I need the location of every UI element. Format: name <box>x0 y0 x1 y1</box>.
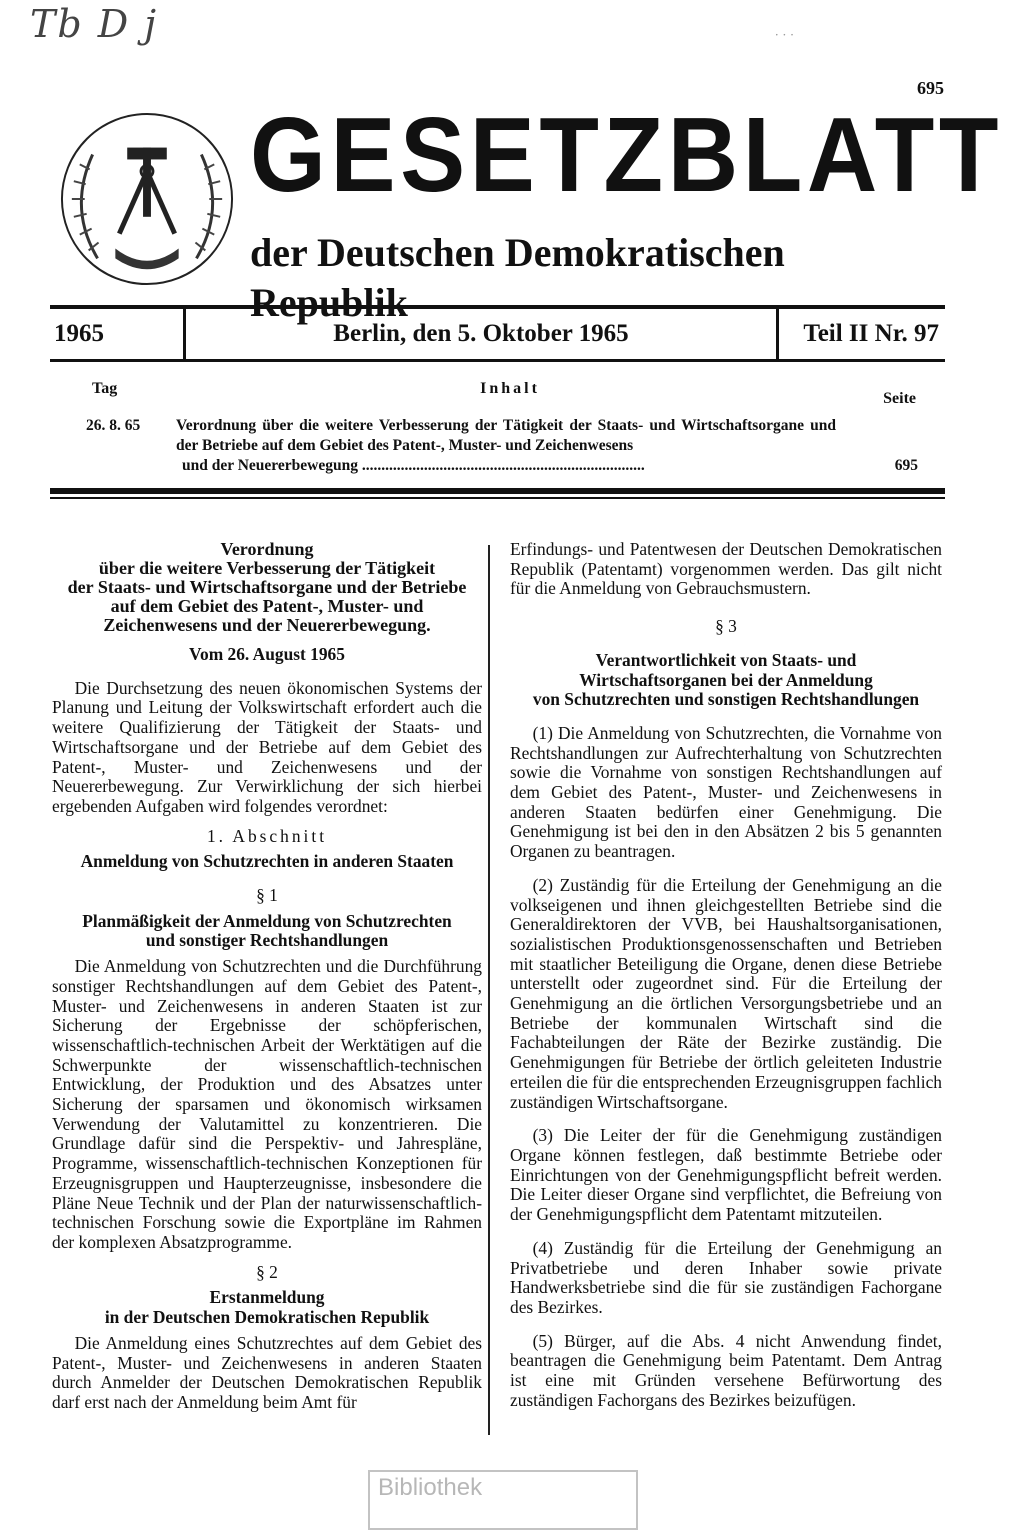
state-emblem-icon <box>58 110 236 288</box>
masthead-title: GESETZBLATT <box>250 96 1004 214</box>
subsection-2: (2) Zuständig für die Erteilung der Genehmigung an die volkseigenen und ihnen gleichgestellten Betriebe sind die Generaldirektoren der VVB, bei Haushaltsorganisationen, sozialistischen Produktionsgenossenschaften und Betrieben mit staatlicher Beteiligung die Organe, denen diese Betriebe unterstellt oder zugeordnet sind. Für die Erteilung der Genehmigung an die örtlichen Versorgungsbetriebe und an Betriebe der kommunalen Wirtschaft sind die Fachabteilungen der Räte der Bezirke zuständig. Die Genehmigungen für Betriebe der örtlich geleiteten Industrie erteilen die für die entsprechenden Erzeugnisgruppen fachlich zuständigen Wirtschaftsorgane. <box>510 874 942 1112</box>
issue-year: 1965 <box>54 320 104 347</box>
masthead-subtitle: der Deutschen Demokratischen Republik <box>250 230 785 325</box>
paragraph-1-text: Die Anmeldung von Schutzrechten und die Durchführung sonstiger Rechtshandlungen auf dem Gebiet des Patent-, Muster- und Zeichenwesens in anderen Staaten ist zur Sicherung der Ergebnisse der schöpferischen, wissenschaftlich-technischen Arbeit der Werktätigen auf die Schwerpunkte der wissenschaftlich-technischen Entwicklung, der Produktion und des Absatzes unter Sicherung der sparsamen und ökonomisch wirksamen Verwendung der Valutamittel zu konzentrieren. Die Grundlage dafür sind die Perspektiv- und Jahrespläne, Programme, wissenschaftlich-technischen Konzeptionen für Erzeugnisgruppen und Haupterzeugnisse, insbesondere die Pläne Neue Technik und der Plan der naturwissenschaftlich-technischen Forschung sowie die Exportpläne im Rahmen der komplexen Absatzprogramme. <box>52 956 482 1252</box>
paragraph-2-text: Die Anmeldung eines Schutzrechtes auf dem Gebiet des Patent-, Muster- und Zeichenwesens in anderen Staaten durch Anmelder der Deutschen Demokratischen Republik darf erst nach der Anmeldung beim Amt für <box>52 1332 482 1412</box>
section-label: 1. Abschnitt <box>206 825 328 846</box>
decree-title: Verordnung über die weitere Verbesserung der Tätigkeit der Staats- und Wirtschaftsorgane und der Betriebe auf dem Gebiet des Patent-, Muster- und Zeichenwesens und der Neuererbewegung. <box>67 539 467 635</box>
toc-header <box>80 380 940 406</box>
paragraph-2-number: § 2 <box>256 1261 278 1282</box>
right-column <box>510 540 942 1410</box>
toc-page-label: Seite <box>883 390 916 407</box>
issue-number: Teil II Nr. 97 <box>803 320 939 347</box>
toc-entry-title-last: und der Neuererbewegung ......................................................................... <box>182 457 645 474</box>
toc-entry <box>80 416 940 476</box>
paragraph-1-title: Planmäßigkeit der Anmeldung von Schutzrechten und sonstiger Rechtshandlungen <box>82 910 452 951</box>
section-title: Anmeldung von Schutzrechten in anderen Staaten <box>80 851 454 872</box>
toc-day-label: Tag <box>92 380 118 397</box>
paragraph-3-title: Verantwortlichkeit von Staats- und Wirtschaftsorganen bei der Anmeldung von Schutzrechten und sonstigen Rechtshandlungen <box>532 649 920 710</box>
toc-heading: Inhalt <box>480 380 540 397</box>
place-date: Berlin, den 5. Oktober 1965 <box>183 309 779 359</box>
decree-date: Vom 26. August 1965 <box>189 644 345 664</box>
page-number: 695 <box>917 78 944 98</box>
subsection-5: (5) Bürger, auf die Abs. 4 nicht Anwendung findet, beantragen die Genehmigung beim Patentamt. Dem Antrag ist eine mit Gründen versehene Befürwortung des zuständigen Fachorgans des Bezirkes beizufügen. <box>510 1330 942 1410</box>
toc-entry-title: Verordnung über die weitere Verbesserung der Tätigkeit der Staats- und Wirtschaftsorgane und der Betriebe auf dem Gebiet des Patent-, Muster- und Zeichenwesens <box>176 417 836 454</box>
handwritten-note: Tb D j <box>30 2 159 46</box>
table-of-contents <box>80 380 940 476</box>
stray-marks: · · · <box>774 28 794 42</box>
library-stamp: Bibliothek <box>368 1470 638 1530</box>
toc-entry-page: 695 <box>894 457 918 474</box>
column-divider <box>488 545 490 1435</box>
left-column <box>52 540 482 1413</box>
toc-entry-date: 26. 8. 65 <box>86 417 141 434</box>
continuation-text: Erfindungs- und Patentwesen der Deutschen Demokratischen Republik (Patentamt) vorgenommen werden. Das gilt nicht für die Anmeldung von Gebrauchsmustern. <box>510 539 942 599</box>
subsection-1: (1) Die Anmeldung von Schutzrechten, die Vornahme von Rechtshandlungen zur Aufrechterhaltung von Schutzrechten sowie die Vornahme von sonstigen Rechtshandlungen auf dem Gebiet des Patent-, Muster- und Zeichenwesens in anderen Staaten bedürfen einer Genehmigung. Die Genehmigung ist bei den in den Absätzen 2 bis 5 genannten Organen zu beantragen. <box>510 722 942 862</box>
dateline-bar <box>50 305 945 362</box>
subsection-4: (4) Zuständig für die Erteilung der Genehmigung an Privatbetriebe und deren Inhaber sowie private Handwerksbetriebe sind die für sie zuständigen Fachorgane des Bezirkes. <box>510 1237 942 1317</box>
divider-thick <box>50 488 945 494</box>
paragraph-3-number: § 3 <box>715 616 737 637</box>
divider-thin <box>50 497 945 499</box>
preamble: Die Durchsetzung des neuen ökonomischen Systems der Planung und Leitung der Volkswirtschaft erfordert auch die weitere Qualifizierung der Tätigkeit der Staats- und Wirtschaftsorgane und der Betriebe auf dem Gebiet des Patent-, Muster- und Zeichenwesens und der Neuererbewegung. Zur Verwirklichung der sich hierbei ergebenden Aufgaben wird folgendes verordnet: <box>52 677 482 816</box>
paragraph-1-number: § 1 <box>256 885 278 906</box>
paragraph-2-title: Erstanmeldung in der Deutschen Demokratischen Republik <box>104 1287 430 1328</box>
subsection-3: (3) Die Leiter der für die Genehmigung zuständigen Organe können festlegen, daß bestimmte Betriebe oder Einrichtungen von der Genehmigungspflicht befreit werden. Die Leiter dieser Organe sind verpflichtet, die Befreiung von der Genehmigungspflicht dem Patentamt mitzuteilen. <box>510 1125 942 1225</box>
